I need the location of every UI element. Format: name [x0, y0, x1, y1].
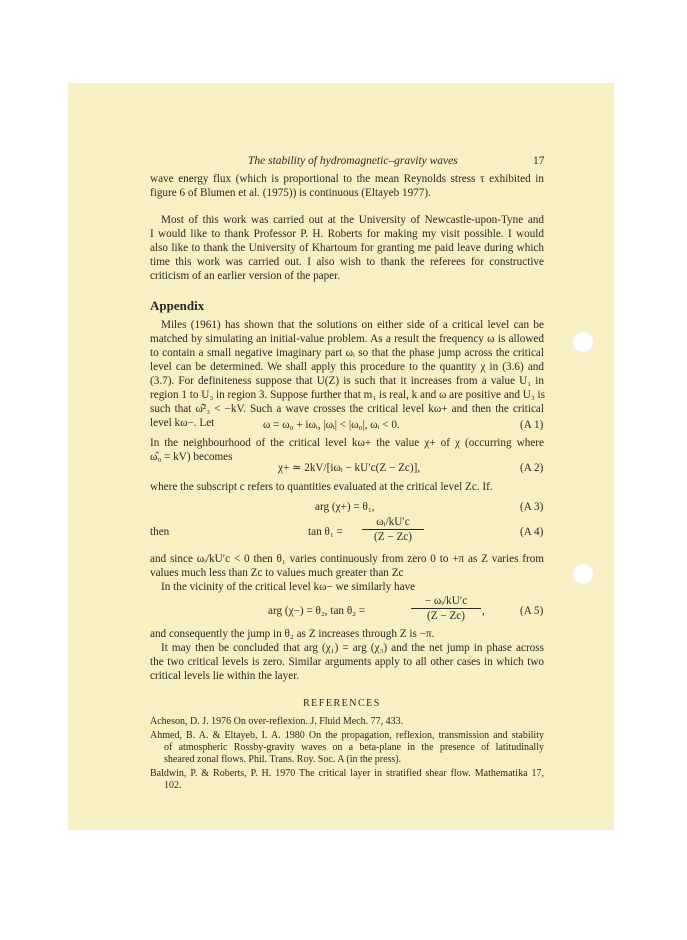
equation-a4-numerator: ωᵢ/kU′c	[362, 516, 424, 530]
equation-number: (A 1)	[520, 419, 544, 431]
appendix-line: matched by simulating an initial-value problem. As a result the frequency ω is allowed	[150, 333, 544, 345]
equation-a5-lhs: arg (χ−) = θ₂, tan θ₂ =	[268, 605, 366, 617]
body-line: wave energy flux (which is proportional to the mean Reynolds stress τ exhibited in	[150, 173, 544, 185]
reference-entry: Acheson, D. J. 1976 On over-reflexion. J. Fluid Mech. 77, 433.	[150, 716, 404, 727]
appendix-line: level can be determined. We shall apply this procedure to the quantity χ in (3.6) and	[150, 361, 544, 373]
appendix-line: and consequently the jump in θ₂ as Z increases through Z is −π.	[150, 628, 435, 640]
punch-hole-lower	[572, 563, 594, 585]
appendix-line: to contain a small negative imaginary part ωᵢ so that the phase jump across the critical	[150, 347, 544, 359]
appendix-line: the two critical levels is zero. Similar arguments apply to all other cases in which two	[150, 656, 544, 668]
appendix-line: region 1 to U₃ in region 3. Suppose further that m₁ is real, k and ω are positive and U₃ is	[150, 389, 546, 401]
equation-a5-numerator: − ωᵢ/kU′c	[411, 595, 481, 609]
appendix-line: (3.7). For definiteness suppose that U(Z) is such that it increases from a value U₁ in	[150, 375, 544, 387]
equation-a3: arg (χ+) = θ₁,	[315, 501, 375, 513]
running-title: The stability of hydromagnetic–gravity waves	[248, 155, 458, 167]
ack-line: time this work was carried out. I also wish to thank the referees for constructive	[150, 256, 544, 268]
appendix-line: Miles (1961) has shown that the solutions on either side of a critical level can be	[161, 319, 544, 331]
then-word: then	[150, 526, 170, 538]
appendix-line: such that ω̂²₃ < −kV. Such a wave crosses the critical level kω+ and then the critical	[150, 403, 544, 415]
appendix-line: and since ωᵢ/kU′c < 0 then θ₁ varies continuously from zero 0 to +π as Z varies from	[150, 553, 544, 565]
references-heading: REFERENCES	[303, 698, 381, 709]
reference-entry: Baldwin, P. & Roberts, P. H. 1970 The critical layer in stratified shear flow. Mathematika 17,	[150, 768, 544, 779]
equation-number: (A 4)	[520, 526, 544, 538]
equation-number: (A 3)	[520, 501, 544, 513]
appendix-heading: Appendix	[150, 298, 205, 313]
appendix-line: where the subscript c refers to quantities evaluated at the critical level Zc. If.	[150, 481, 493, 493]
appendix-line: values much less than Zc to values much greater than Zc	[150, 567, 404, 579]
reference-entry: Ahmed, B. A. & Eltayeb, I. A. 1980 On the propagation, reflexion, transmission and stability	[150, 730, 544, 741]
reference-entry-cont: 102.	[164, 780, 182, 791]
equation-number: (A 5)	[520, 605, 544, 617]
appendix-line: In the neighbourhood of the critical level kω+ the value χ+ of χ (occurring where	[150, 437, 544, 449]
appendix-line: It may then be concluded that arg (χ₁) = arg (χ₃) and the net jump in phase across	[161, 642, 544, 654]
ack-line: criticism of an earlier version of the paper.	[150, 270, 341, 282]
appendix-line: level kω−. Let	[150, 417, 215, 429]
equation-a5-comma: ,	[482, 605, 485, 617]
equation-a4-denominator: (Z − Zc)	[374, 531, 412, 543]
page-number: 17	[533, 155, 545, 167]
equation-number: (A 2)	[520, 462, 544, 474]
ack-line: Most of this work was carried out at the University of Newcastle-upon-Tyne and	[161, 214, 544, 226]
ack-line: I would like to thank Professor P. H. Roberts for making my visit possible. I would	[150, 228, 544, 240]
punch-hole-upper	[572, 331, 594, 353]
ack-line: also like to thank the University of Khartoum for granting me paid leave during which	[150, 242, 544, 254]
equation-a2: χ+ ≃ 2kV/[iωᵢ − kU′c(Z − Zc)],	[278, 462, 421, 474]
equation-a1: ω = ω₀ + iωᵢ, |ωᵢ| < |ω₀|, ωᵢ < 0.	[263, 419, 400, 431]
body-line: figure 6 of Blumen et al. (1975)) is continuous (Eltayeb 1977).	[150, 187, 431, 199]
reference-entry-cont: sheared zonal flows. Phil. Trans. Roy. Soc. A (in the press).	[164, 754, 402, 765]
equation-a4-lhs: tan θ₁ =	[308, 526, 343, 538]
appendix-line: In the vicinity of the critical level kω− we similarly have	[161, 581, 416, 593]
appendix-line: ω̂₀ = kV) becomes	[150, 451, 233, 463]
reference-entry-cont: of atmospheric Rossby-gravity waves on a beta-plane in the presence of latitudinally	[164, 742, 544, 753]
equation-a5-denominator: (Z − Zc)	[427, 610, 465, 622]
appendix-line: critical levels lie within the layer.	[150, 670, 300, 682]
